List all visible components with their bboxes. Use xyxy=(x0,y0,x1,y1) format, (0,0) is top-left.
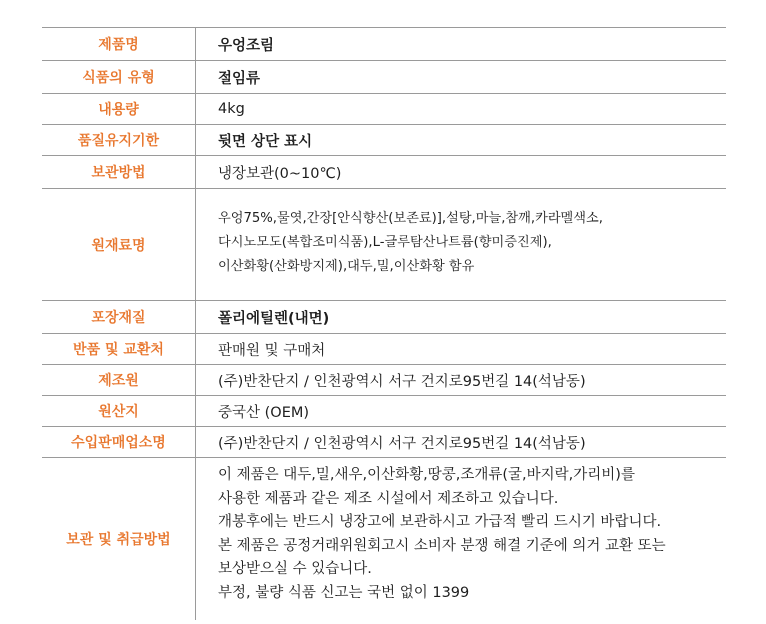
value-packaging: 폴리에틸렌(내면) xyxy=(218,310,330,327)
value-importer: (주)반찬단지 / 인천광역시 서구 건지로95번길 14(석남동) xyxy=(218,435,586,452)
row-manufacturer xyxy=(42,365,726,396)
value-handling xyxy=(196,458,726,620)
value-manufacturer: (주)반찬단지 / 인천광역시 서구 건지로95번길 14(석남동) xyxy=(218,373,586,390)
ingredients-line: 이산화황(산화방지제),대두,밀,이산화황 함유 xyxy=(218,259,475,274)
ingredients-line: 다시노모도(복합조미식품),L-글루탐산나트륨(향미증진제), xyxy=(218,235,552,250)
value-net-content: 4kg xyxy=(218,101,245,117)
row-product-name xyxy=(42,28,726,61)
row-origin xyxy=(42,396,726,427)
value-best-before: 뒷면 상단 표시 xyxy=(218,133,313,150)
label-ingredients: 원재료명 xyxy=(42,189,196,300)
handling-line: 사용한 제품과 같은 제조 시설에서 제조하고 있습니다. xyxy=(218,490,559,507)
row-ingredients xyxy=(42,189,726,301)
label-product-name: 제품명 xyxy=(42,28,196,60)
value-ingredients xyxy=(196,189,726,300)
label-importer: 수입판매업소명 xyxy=(42,427,196,457)
value-storage: 냉장보관(0~10℃) xyxy=(218,165,342,182)
value-product-name: 우엉조림 xyxy=(218,37,275,54)
handling-line: 본 제품은 공정거래위원회고시 소비자 분쟁 해결 기준에 의거 교환 또는 xyxy=(218,537,666,554)
label-packaging: 포장재질 xyxy=(42,301,196,333)
label-manufacturer: 제조원 xyxy=(42,365,196,395)
label-net-content: 내용량 xyxy=(42,94,196,124)
row-handling xyxy=(42,458,726,620)
row-importer xyxy=(42,427,726,458)
row-food-type xyxy=(42,61,726,94)
handling-line: 개봉후에는 반드시 냉장고에 보관하시고 가급적 빨리 드시기 바랍니다. xyxy=(218,514,662,530)
label-food-type: 식품의 유형 xyxy=(42,61,196,93)
row-packaging xyxy=(42,301,726,334)
handling-line: 부정, 불량 식품 신고는 국번 없이 1399 xyxy=(218,584,470,601)
row-returns xyxy=(42,334,726,365)
product-info-table xyxy=(42,27,726,620)
row-storage xyxy=(42,156,726,189)
row-best-before xyxy=(42,125,726,156)
label-storage: 보관방법 xyxy=(42,156,196,188)
row-net-content xyxy=(42,94,726,125)
value-origin: 중국산 (OEM) xyxy=(218,404,310,421)
handling-line: 이 제품은 대두,밀,새우,이산화황,땅콩,조개류(굴,바지락,가리비)를 xyxy=(218,467,635,483)
value-food-type: 절임류 xyxy=(218,70,261,87)
label-origin: 원산지 xyxy=(42,396,196,426)
handling-line: 보상받으실 수 있습니다. xyxy=(218,561,372,577)
value-returns: 판매원 및 구매처 xyxy=(218,342,326,359)
label-returns: 반품 및 교환처 xyxy=(42,334,196,364)
label-best-before: 품질유지기한 xyxy=(42,125,196,155)
label-handling: 보관 및 취급방법 xyxy=(42,458,196,620)
ingredients-line: 우엉75%,물엿,간장[안식향산(보존료)],설탕,마늘,참깨,카라멜색소, xyxy=(218,211,603,226)
